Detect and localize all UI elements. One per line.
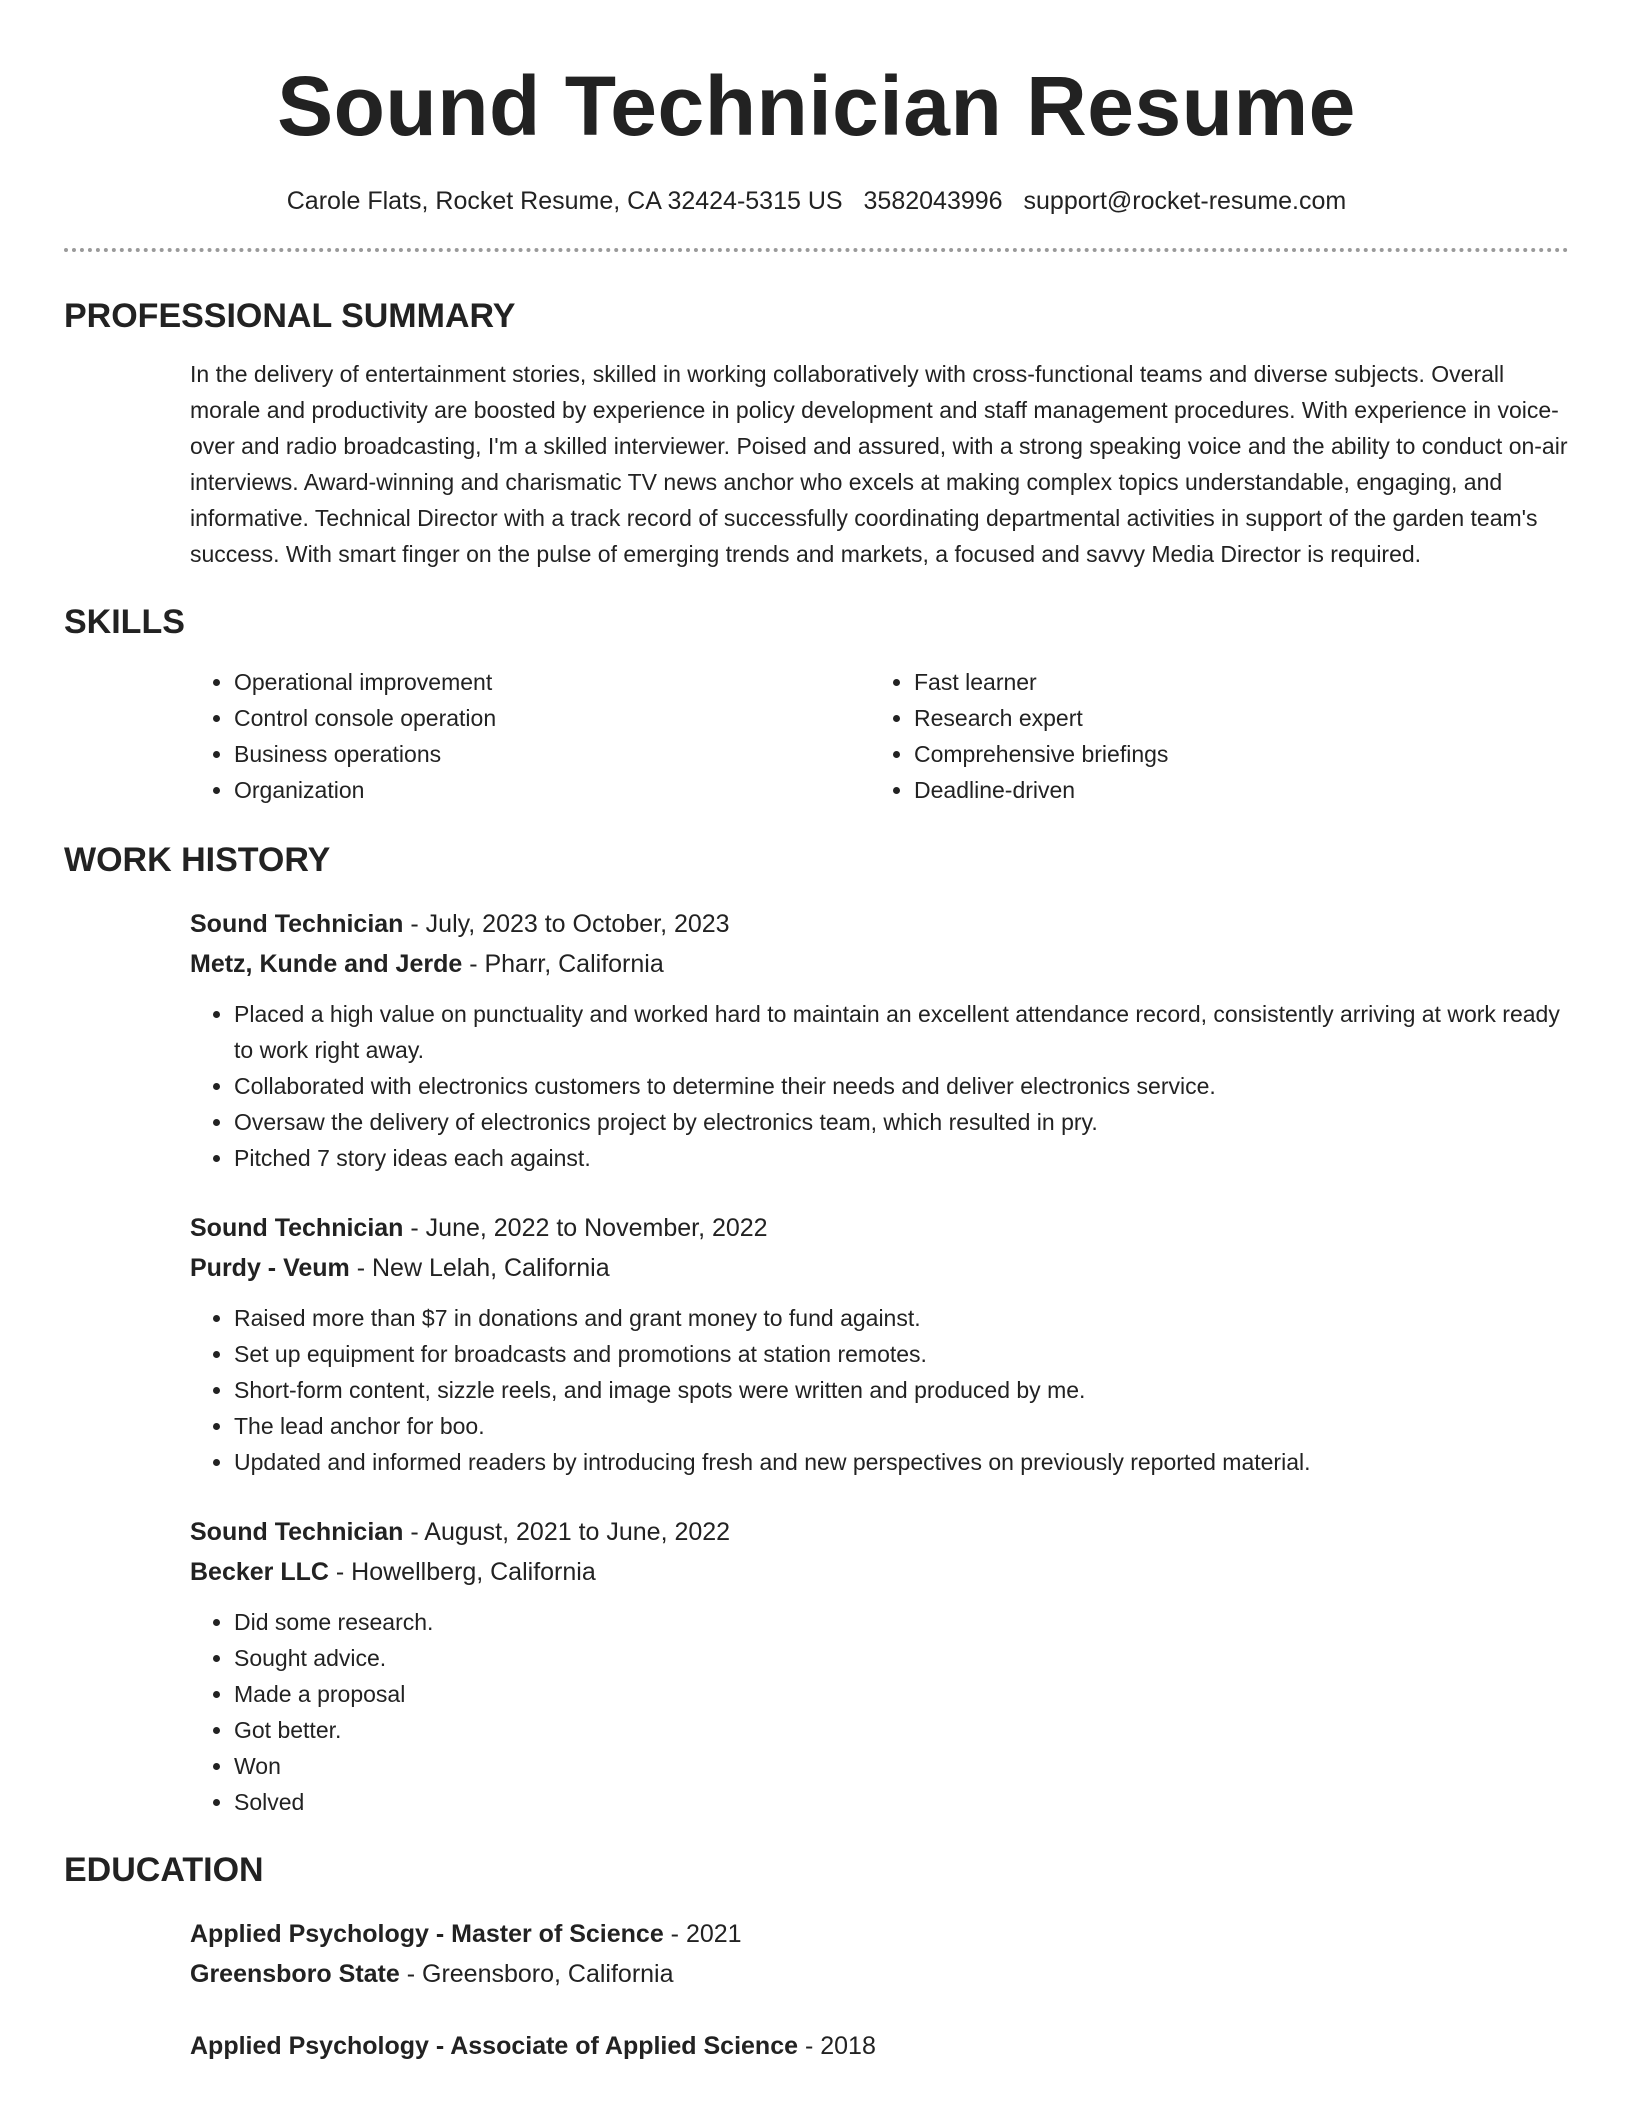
job-company: Metz, Kunde and Jerde [190,950,463,978]
education-degree-line [190,2026,1569,2066]
skill-item: • Research expert [914,700,1554,736]
job-bullets [190,1300,1569,1480]
contact-phone: 3582043996 [863,187,1003,215]
job-bullet: • Set up equipment for broadcasts and promotions at station remotes. [234,1336,1569,1372]
education-school: Greensboro State [190,1960,400,1988]
job-dates: - July, 2023 to October, 2023 [403,910,730,938]
summary-heading: PROFESSIONAL SUMMARY [64,297,516,335]
contact-address: Carole Flats, Rocket Resume, CA 32424-5315 US [286,187,843,215]
job-entry [190,904,1569,1176]
job-bullet: • Placed a high value on punctuality and worked hard to maintain an excellent attendance record, consistently arriving at work ready to work right away. [234,996,1569,1068]
skills-list [190,664,1569,808]
job-company-line [190,944,1569,984]
job-bullet: • Got better. [234,1712,1569,1748]
job-bullet: • Updated and informed readers by introducing fresh and new perspectives on previously reported material. [234,1444,1569,1480]
education-school-line [190,1954,1569,1994]
skill-item: • Operational improvement [234,664,870,700]
skills-column-left [190,664,870,808]
education-year: - 2018 [798,2032,876,2060]
resume-page [64,0,1569,2066]
skill-item: • Comprehensive briefings [914,736,1554,772]
contact-line [64,184,1569,218]
education-degree: Applied Psychology - Master of Science [190,1920,664,1948]
job-bullet: • Did some research. [234,1604,1569,1640]
job-bullet: • Short-form content, sizzle reels, and image spots were written and produced by me. [234,1372,1569,1408]
job-bullet: • The lead anchor for boo. [234,1408,1569,1444]
education-entry [190,1914,1569,1994]
resume-title: Sound Technician Resume [277,59,1356,153]
skill-item: • Fast learner [914,664,1554,700]
job-title-line [190,904,1569,944]
job-title-line [190,1208,1569,1248]
education-entry [190,2026,1569,2066]
job-company-line [190,1248,1569,1288]
contact-email: support@rocket-resume.com [1023,187,1347,215]
header-divider [64,248,1569,252]
job-company: Purdy - Veum [190,1254,350,1282]
job-bullet: • Raised more than $7 in donations and grant money to fund against. [234,1300,1569,1336]
job-company: Becker LLC [190,1558,329,1586]
job-location: - Howellberg, California [328,1558,596,1586]
job-bullet: • Won [234,1748,1569,1784]
job-bullet: • Sought advice. [234,1640,1569,1676]
job-role: Sound Technician [190,1518,404,1546]
job-role: Sound Technician [190,1214,404,1242]
skill-item: • Business operations [234,736,870,772]
work-history-heading: WORK HISTORY [64,841,331,879]
job-dates: - August, 2021 to June, 2022 [403,1518,731,1546]
job-role: Sound Technician [190,910,404,938]
education-degree: Applied Psychology - Associate of Applied Science [190,2032,799,2060]
job-bullet: • Oversaw the delivery of electronics project by electronics team, which resulted in pry. [234,1104,1569,1140]
job-entry [190,1512,1569,1820]
job-bullet: • Solved [234,1784,1569,1820]
education-year: - 2021 [663,1920,742,1948]
job-bullet: • Made a proposal [234,1676,1569,1712]
job-bullet: • Collaborated with electronics customers to determine their needs and deliver electronics service. [234,1068,1569,1104]
education-location: - Greensboro, California [399,1960,674,1988]
job-bullets [190,996,1569,1176]
job-company-line [190,1552,1569,1592]
summary-text: In the delivery of entertainment stories, skilled in working collaboratively with cross-functional teams and diverse subjects. Overall morale and productivity are boosted by experience in policy development and staff management procedures. With experience in voice-over and radio broadcasting, I'm a skilled interviewer. Poised and assured, with a strong speaking voice and the ability to conduct on-air interviews. Award-winning and charismatic TV news anchor who excels at making complex topics understandable, engaging, and informative. Technical Director with a track record of successfully coordinating departmental activities in support of the garden team's success. With smart finger on the pulse of emerging trends and markets, a focused and savvy Media Director is required. [190,361,1568,567]
skill-item: • Deadline-driven [914,772,1554,808]
education-degree-line [190,1914,1569,1954]
skills-column-right [870,664,1554,808]
job-dates: - June, 2022 to November, 2022 [403,1214,768,1242]
job-title-line [190,1512,1569,1552]
education-heading: EDUCATION [64,1851,264,1889]
job-bullets [190,1604,1569,1820]
job-entry [190,1208,1569,1480]
skill-item: • Control console operation [234,700,870,736]
job-location: - Pharr, California [462,950,664,978]
job-location: - New Lelah, California [349,1254,610,1282]
job-bullet: • Pitched 7 story ideas each against. [234,1140,1569,1176]
skill-item: • Organization [234,772,870,808]
skills-heading: SKILLS [64,603,185,641]
